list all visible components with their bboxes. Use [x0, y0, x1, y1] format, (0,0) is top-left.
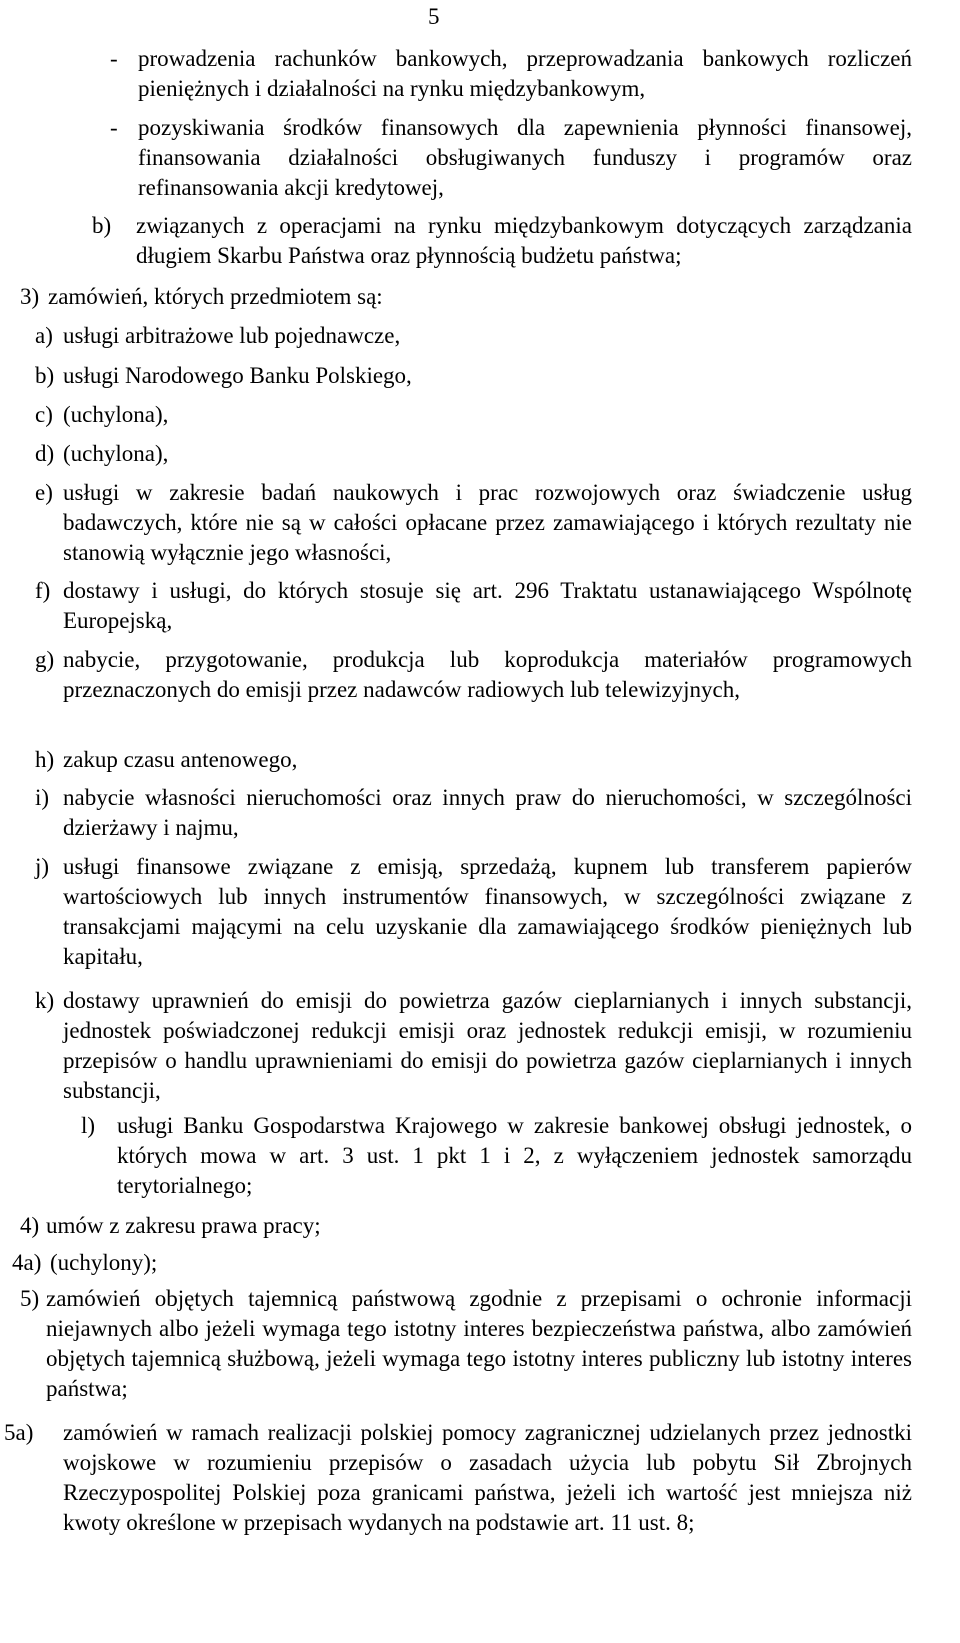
item-text: zamówień w ramach realizacji polskiej pomocy zagranicznej udzielanych przez jednostki wojskowe w rozumieniu przepisów o zasadach użycia lub pobytu Sił Zbrojnych Rzeczypospolitej Polskiej poza granicami państwa, jeżeli ich wartość jest mniejsza niż kwoty określone w przepisach wydanych na podstawie art. 11 ust. 8;: [63, 1420, 912, 1535]
item-label: k): [35, 988, 55, 1013]
list-item: [35, 576, 912, 636]
item-label: 5a): [4, 1420, 34, 1445]
item-text: (uchylony);: [50, 1250, 158, 1275]
list-item: [4, 1418, 912, 1538]
list-item: [20, 1284, 912, 1404]
item-label: l): [81, 1113, 96, 1138]
list-item: [20, 282, 912, 312]
item-label: e): [35, 480, 53, 505]
item-text: nabycie, przygotowanie, produkcja lub koprodukcja materiałów programowych przeznaczonych do emisji przez nadawców radiowych lub telewizyjnych,: [63, 647, 912, 702]
item-text: prowadzenia rachunków bankowych, przeprowadzania bankowych rozliczeń pieniężnych i działalności na rynku międzybankowym,: [138, 46, 912, 101]
item-text: usługi arbitrażowe lub pojednawcze,: [63, 323, 401, 348]
list-item: [35, 321, 912, 351]
item-label: h): [35, 747, 55, 772]
item-text: dostawy uprawnień do emisji do powietrza gazów cieplarnianych i innych substancji, jednostek poświadczonej redukcji emisji oraz jednostek redukcji emisji, w rozumieniu przepisów o handlu uprawnieniami do emisji do powietrza gazów cieplarnianych i innych substancji,: [63, 988, 912, 1103]
item-text: usługi Narodowego Banku Polskiego,: [63, 363, 412, 388]
item-label: i): [35, 785, 50, 810]
list-item: [35, 400, 912, 430]
item-label: -: [110, 46, 118, 71]
item-text: (uchylona),: [63, 441, 169, 466]
list-item: [35, 852, 912, 972]
item-label: b): [35, 363, 55, 388]
item-label: c): [35, 402, 53, 427]
item-text: zamówień objętych tajemnicą państwową zgodnie z przepisami o ochronie informacji niejawnych albo jeżeli wymaga tego istotny interes bezpieczeństwa państwa, albo zamówień objętych tajemnicą służbową, jeżeli wymaga tego istotny interes publiczny lub istotny interes państwa;: [46, 1286, 912, 1401]
list-item: [20, 1211, 912, 1241]
list-item: [35, 361, 912, 391]
item-label: j): [35, 854, 50, 879]
item-label: f): [35, 578, 51, 603]
list-item: [35, 745, 912, 775]
list-item: [35, 783, 912, 843]
item-text: związanych z operacjami na rynku międzybankowym dotyczących zarządzania długiem Skarbu Państwa oraz płynnością budżetu państwa;: [136, 213, 912, 268]
item-text: usługi Banku Gospodarstwa Krajowego w zakresie bankowej obsługi jednostek, o których mowa w art. 3 ust. 1 pkt 1 i 2, z wyłączeniem jednostek samorządu terytorialnego;: [117, 1113, 912, 1198]
item-label: 3): [20, 284, 40, 309]
item-text: pozyskiwania środków finansowych dla zapewnienia płynności finansowej, finansowania działalności obsługiwanych funduszy i programów oraz refinansowania akcji kredytowej,: [138, 115, 912, 200]
item-text: usługi finansowe związane z emisją, sprzedażą, kupnem lub transferem papierów wartościowych lub innych instrumentów finansowych, w szczególności związane z transakcjami mającymi na celu uzyskanie dla zamawiającego środków pieniężnych lub kapitału,: [63, 854, 912, 969]
list-item: [35, 986, 912, 1106]
item-label: g): [35, 647, 55, 672]
item-text: (uchylona),: [63, 402, 169, 427]
list-item: [110, 44, 912, 104]
item-label: -: [110, 115, 118, 140]
list-item: [35, 439, 912, 469]
item-text: zamówień, których przedmiotem są:: [48, 284, 383, 309]
item-label: d): [35, 441, 55, 466]
item-text: umów z zakresu prawa pracy;: [46, 1213, 321, 1238]
item-label: 4): [20, 1213, 40, 1238]
list-item: [92, 211, 912, 271]
list-item: [35, 478, 912, 568]
list-item: [35, 645, 912, 705]
page-number: 5: [428, 4, 440, 29]
item-text: dostawy i usługi, do których stosuje się art. 296 Traktatu ustanawiającego Wspólnotę Europejską,: [63, 578, 912, 633]
item-text: zakup czasu antenowego,: [63, 747, 298, 772]
list-item: [81, 1111, 912, 1201]
item-label: 5): [20, 1286, 40, 1311]
item-text: nabycie własności nieruchomości oraz innych praw do nieruchomości, w szczególności dzierżawy i najmu,: [63, 785, 912, 840]
item-label: a): [35, 323, 53, 348]
item-label: b): [92, 213, 112, 238]
list-item: [110, 113, 912, 203]
list-item: [12, 1248, 912, 1278]
item-text: usługi w zakresie badań naukowych i prac rozwojowych oraz świadczenie usług badawczych, które nie są w całości opłacane przez zamawiającego i których rezultaty nie stanowią wyłącznie jego własności,: [63, 480, 912, 565]
item-label: 4a): [12, 1250, 42, 1275]
